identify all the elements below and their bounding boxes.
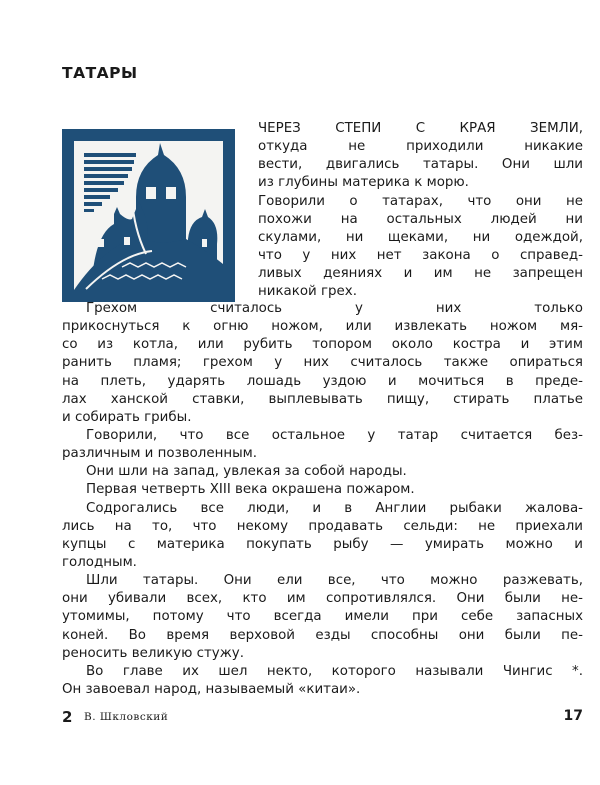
paragraph <box>258 120 583 193</box>
text-line: скулами, ни щеками, ни одеждой, <box>258 229 583 245</box>
text-line: утомимы, потому что всегда имели при себе запасных <box>62 609 583 625</box>
paragraph <box>62 427 583 463</box>
paragraph <box>258 193 583 302</box>
text-line: Говорили, что все остальное у татар считается без- <box>86 427 583 443</box>
text-line: различным и позволенным. <box>62 446 258 462</box>
text-line: откуда не приходили никакие <box>258 139 583 155</box>
text-line: Шли татары. Они ели все, что можно разжевать, <box>86 573 583 589</box>
paragraph <box>62 300 583 427</box>
main-body-text <box>62 300 583 699</box>
footer-author: В. Шкловский <box>84 711 169 723</box>
text-line: вести, двигались татары. Они шли <box>258 157 583 173</box>
text-line: ранить пламя; грехом у них считалось также опираться <box>62 355 583 371</box>
text-line: Они шли на запад, увлекая за собой народы. <box>86 464 407 480</box>
text-line: ЧЕРЕЗ СТЕПИ С КРАЯ ЗЕМЛИ, <box>258 121 583 136</box>
text-line: Первая четверть XIII века окрашена пожаром. <box>86 482 415 498</box>
text-line: никакой грех. <box>258 284 357 300</box>
text-line: ливых деяниях и им не запрещен <box>258 266 583 282</box>
text-line: и собирать грибы. <box>62 409 192 425</box>
text-line: Во главе их шел некто, которого называли Чингис *. <box>86 663 583 679</box>
text-line: реносить великую стужу. <box>62 645 244 661</box>
page-number: 17 <box>563 708 583 724</box>
paragraph <box>62 572 583 663</box>
paragraph <box>62 500 583 573</box>
text-line: со из котла, или рубить топором около костра и этим <box>62 337 583 353</box>
text-line: они убивали всех, кто им сопротивлялся. Они были не- <box>62 591 583 607</box>
text-line: голодным. <box>62 554 137 570</box>
text-line: Содрогались все люди, и в Англии рыбаки жалова- <box>86 500 583 516</box>
text-line: прикоснуться к огню ножом, или извлекать ножом мя- <box>62 319 583 335</box>
paragraph <box>62 481 583 499</box>
text-line: Говорили о татарах, что они не <box>258 193 583 209</box>
text-line: лись на то, что некому продавать сельди: не приехали <box>62 518 583 534</box>
paragraph <box>62 463 583 481</box>
paragraph <box>62 663 583 699</box>
text-line: на плеть, ударять лошадь уздою и мочиться в преде- <box>62 373 583 389</box>
text-line: что у них нет закона о справед- <box>258 247 583 263</box>
text-line: коней. Во время верховой езды способны они были пе- <box>62 627 583 643</box>
chapter-title: ТАТАРЫ <box>62 64 138 82</box>
signature-number: 2 <box>62 708 73 726</box>
text-line: Грехом считалось у них только <box>86 301 583 316</box>
text-line: похожи на остальных людей ни <box>258 211 583 227</box>
woodcut-illustration-warrior-helmet <box>62 129 235 302</box>
text-line: лах ханской ставки, выплевывать пищу, стирать платье <box>62 391 583 407</box>
text-line: купцы с материка покупать рыбу — умирать можно и <box>62 536 583 552</box>
text-line: из глубины материка к морю. <box>258 175 469 191</box>
right-column-text <box>258 120 583 301</box>
text-line: Он завоевал народ, называемый «китаи». <box>62 681 361 697</box>
